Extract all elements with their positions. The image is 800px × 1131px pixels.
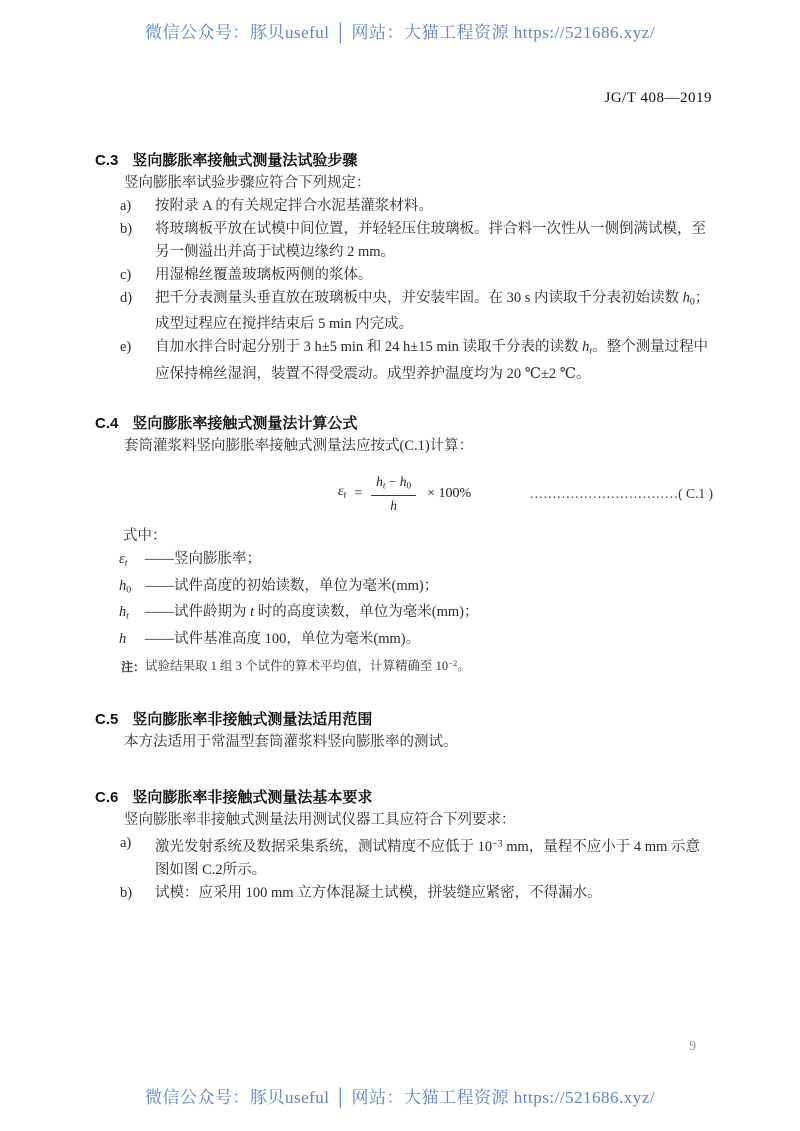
definition-dash: ——: [145, 630, 174, 647]
symbol-definitions: [95, 548, 713, 650]
definition-desc: 竖向膨胀率；: [174, 551, 261, 568]
where-label: 式中：: [123, 528, 167, 545]
formula-c1: [95, 473, 713, 514]
list-item-label: a): [120, 198, 132, 214]
c6-intro-paragraph: 竖向膨胀率非接触式测量法用测试仪器工具应符合下列要求：: [124, 812, 516, 829]
definition-desc: 试件龄期为 t 时的高度读数，单位为毫米(mm)；: [174, 604, 479, 621]
list-item: [95, 264, 713, 287]
list-item: [95, 195, 713, 218]
definition-row: [95, 601, 713, 627]
list-item: [95, 336, 713, 385]
definition-term: h: [119, 630, 127, 647]
list-item-label: c): [120, 267, 132, 283]
formula-dots-and-label: [471, 482, 713, 505]
list-item-text: 用湿棉丝覆盖玻璃板两侧的浆体。: [155, 267, 373, 283]
list-item: [95, 832, 713, 881]
list-item-label: b): [120, 884, 133, 901]
list-item: [95, 287, 713, 336]
list-item-label: b): [120, 221, 133, 237]
page-content: [95, 150, 713, 905]
section-heading-c5: [95, 709, 713, 731]
section-heading-c4: [95, 413, 713, 435]
footer-watermark: 微信公众号：豚贝useful │ 网站：大猫工程资源 https://521686.xyz/: [144, 1088, 656, 1107]
list-item: [95, 882, 713, 905]
section-title: 竖向膨胀率非接触式测量法基本要求: [132, 789, 373, 807]
list-item-label: d): [120, 290, 133, 306]
list-item: [95, 218, 713, 264]
definition-term: $h_t$: [119, 604, 129, 622]
list-item-text: 激光发射系统及数据采集系统，测试精度不应低于 $10^{-3}$ mm，量程不应小于 4 mm 示意图如图 C.2所示。: [155, 838, 700, 878]
section-title: 竖向膨胀率接触式测量法试验步骤: [132, 152, 358, 169]
dot-leader: ……………………………: [529, 486, 679, 502]
list-item-label: e): [120, 339, 132, 356]
definition-desc: 试件高度的初始读数，单位为毫米(mm)；: [174, 577, 439, 594]
formula-lhs: $\varepsilon_t$: [338, 483, 347, 501]
formula-body: [338, 473, 471, 514]
list-item-label: a): [120, 835, 132, 852]
list-item-text: 将玻璃板平放在试模中间位置，并轻轻压住玻璃板。拌合料一次性从一侧倒满试模，至另一侧溢出并高于试模边缘约 2 mm。: [155, 221, 706, 260]
page-number: 9: [689, 1038, 696, 1053]
definition-dash: ——: [145, 577, 174, 594]
c3-intro-paragraph: 竖向膨胀率试验步骤应符合下列规定：: [124, 175, 371, 191]
c5-paragraph: 本方法适用于常温型套筒灌浆料竖向膨胀率的测试。: [124, 734, 458, 751]
doc-code: JG/T 408—2019: [604, 90, 712, 106]
c3-item-list: [95, 195, 713, 386]
section-title: 竖向膨胀率非接触式测量法适用范围: [132, 711, 373, 729]
definition-term: $\varepsilon_t$: [119, 551, 128, 569]
formula-fraction: [371, 473, 416, 514]
definition-row: [95, 575, 713, 601]
definition-desc: 试件基准高度 100，单位为毫米(mm)。: [174, 630, 421, 647]
list-item-text: 按附录 A 的有关规定拌合水泥基灌浆材料。: [155, 198, 433, 214]
note-label: 注：: [121, 659, 146, 674]
header-watermark: 微信公众号：豚贝useful │ 网站：大猫工程资源 https://521686.xyz/: [144, 23, 656, 42]
c4-intro-paragraph: 套筒灌浆料竖向膨胀率接触式测量法应按式(C.1)计算：: [124, 437, 474, 454]
section-number: C.5: [95, 711, 119, 729]
section-heading-c3: [95, 150, 713, 172]
definition-row: [95, 548, 713, 574]
fraction-numerator: $h_t - h_0$: [371, 473, 416, 496]
section-heading-c6: [95, 787, 713, 809]
formula-multiplier: × 100%: [427, 486, 472, 502]
definition-dash: ——: [145, 551, 174, 568]
list-item-text: 试模：应采用 100 mm 立方体混凝土试模，拼装缝应紧密，不得漏水。: [155, 884, 602, 901]
section-number: C.6: [95, 789, 119, 807]
definition-row: [95, 628, 713, 651]
list-item-text: 自加水拌合时起分别于 3 h±5 min 和 24 h±15 min 读取千分表的读数 $h_t$。整个测量过程中应保持棉丝湿润，装置不得受震动。成型养护温度均为 20 ℃±2 ℃。: [155, 339, 709, 382]
c6-item-list: [95, 832, 713, 904]
definition-term: $h_0$: [119, 577, 132, 596]
formula-number: ( C.1 ): [678, 486, 713, 502]
note: [95, 655, 713, 677]
list-item-text: 把千分表测量头垂直放在玻璃板中央，并安装牢固。在 30 s 内读取千分表初始读数 $h_0$；成型过程应在搅拌结束后 5 min 内完成。: [155, 290, 710, 333]
equals-sign: =: [354, 486, 363, 502]
definition-dash: ——: [145, 604, 174, 621]
section-title: 竖向膨胀率接触式测量法计算公式: [132, 414, 358, 432]
fraction-denominator: h: [390, 498, 397, 514]
note-text: 试验结果取 1 组 3 个试件的算术平均值，计算精确至 $10^{-2}$。: [145, 658, 470, 674]
section-number: C.3: [95, 152, 119, 169]
section-number: C.4: [95, 414, 119, 432]
